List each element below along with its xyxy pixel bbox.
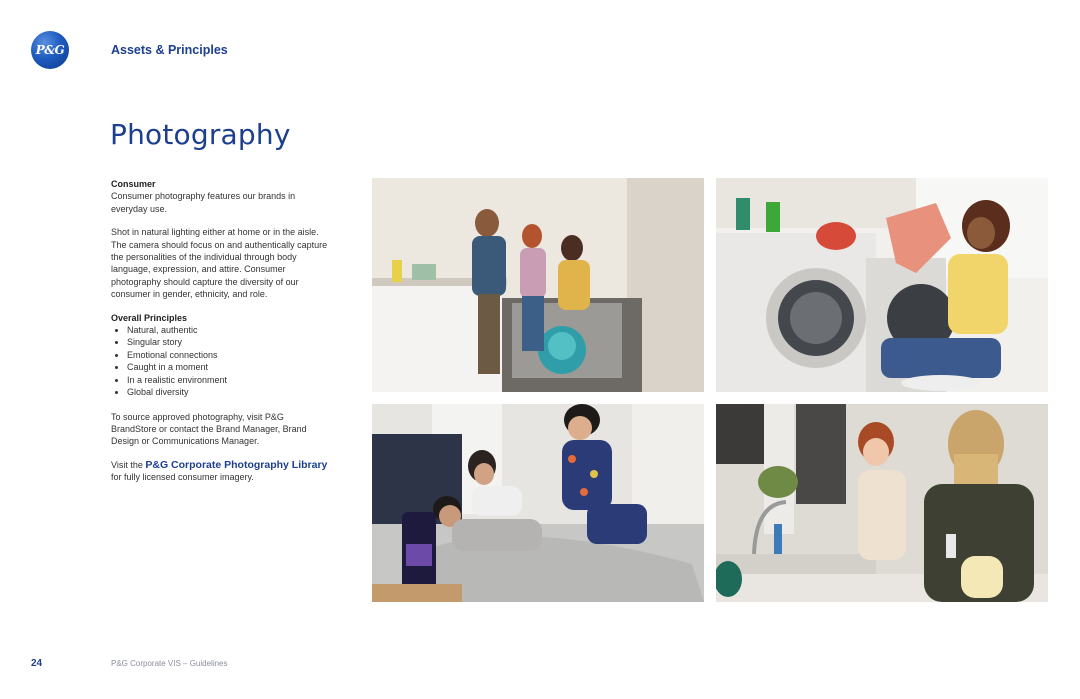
- photo-laundry: [716, 178, 1048, 392]
- text-column: [111, 178, 329, 495]
- footer-document-title: P&G Corporate VIS – Guidelines: [111, 659, 228, 668]
- photo-kitchen-cleaning: [716, 404, 1048, 602]
- consumer-body: Shot in natural lighting either at home or in the aisle. The camera should focus on and authentically capture the personalities of the individual through body language, expression, and attire. Consumer photography should capture the diversity of our consumer in gender, ethnicity, and role.: [111, 227, 328, 300]
- list-item: • Natural, authentic: [127, 324, 329, 336]
- list-item: • Global diversity: [127, 386, 329, 398]
- list-item: • In a realistic environment: [127, 374, 329, 386]
- page-number: 24: [31, 658, 43, 669]
- list-item: • Singular story: [127, 336, 329, 348]
- consumer-heading: Consumer: [111, 179, 156, 189]
- photo-family-bedroom: [372, 404, 704, 602]
- library-paragraph: [111, 459, 329, 484]
- consumer-intro: Consumer photography features our brands in everyday use.: [111, 191, 296, 214]
- list-item: • Caught in a moment: [127, 361, 329, 373]
- photo-family-kitchen: [372, 178, 704, 392]
- principles-list: [111, 324, 329, 398]
- photography-library-link[interactable]: P&G Corporate Photography Library: [145, 458, 328, 471]
- library-prefix: Visit the: [111, 459, 146, 470]
- pg-logo: P&G: [31, 31, 69, 69]
- section-title: Assets & Principles: [111, 43, 228, 57]
- list-item: • Emotional connections: [127, 349, 329, 361]
- sourcing-text: To source approved photography, visit P&G BrandStore or contact the Brand Manager, Brand Design or Communications Manager.: [111, 411, 307, 447]
- library-suffix: for fully licensed consumer imagery.: [111, 472, 254, 483]
- principles-heading: Overall Principles: [111, 312, 188, 323]
- page-title: Photography: [110, 118, 291, 151]
